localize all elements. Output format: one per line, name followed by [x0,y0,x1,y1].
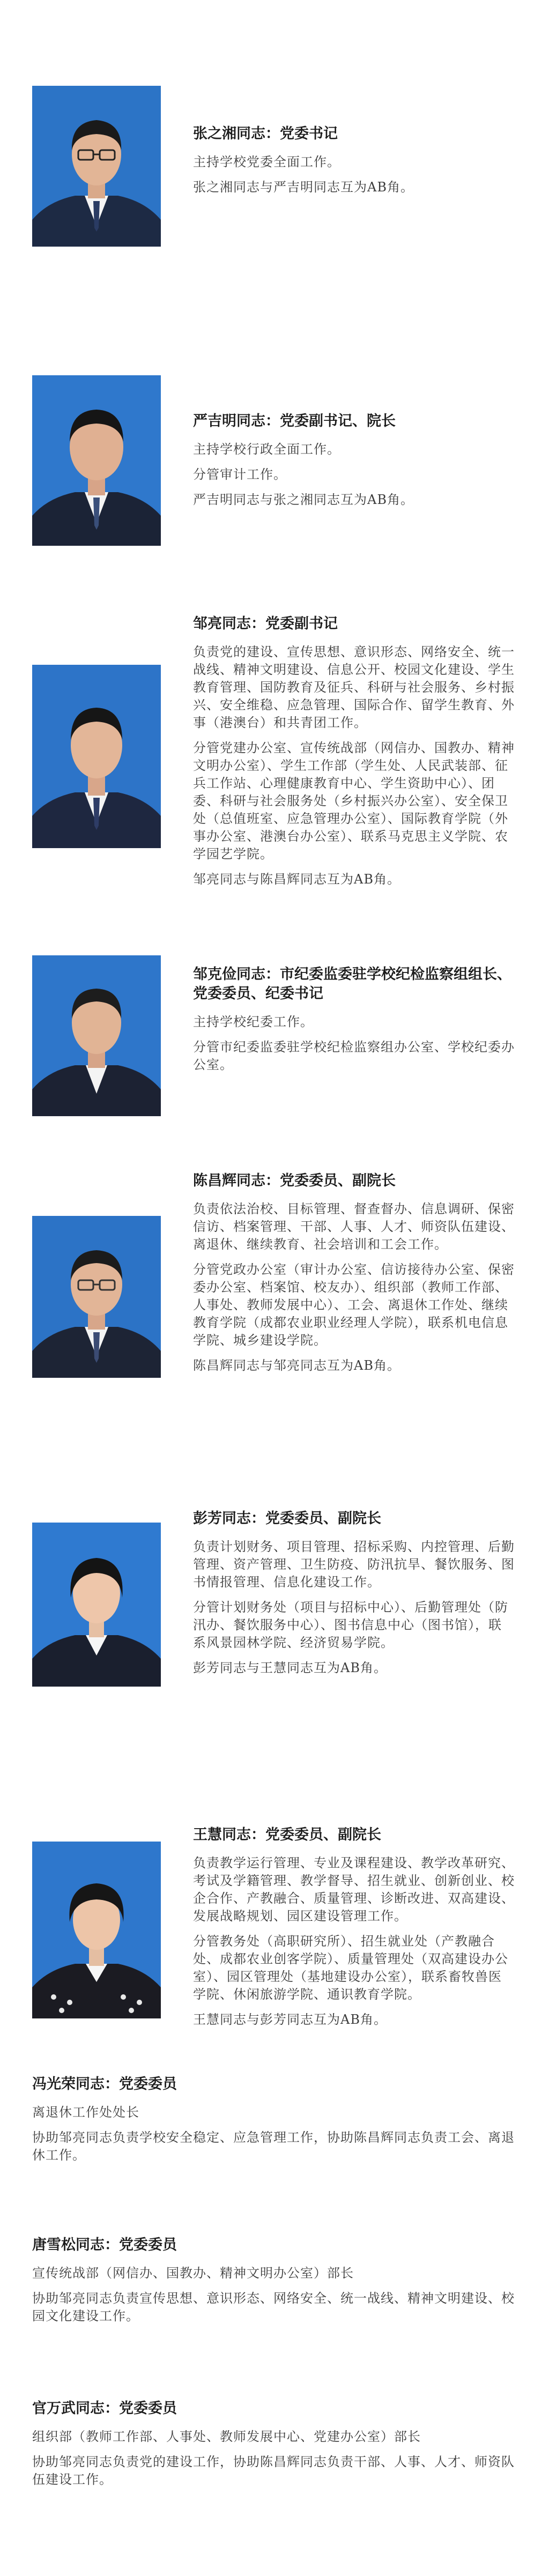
leader-title: 邹克俭同志：市纪委监委驻学校纪检监察组组长、党委委员、纪委书记 [193,966,511,1002]
leader-title: 王慧同志：党委委员、副院长 [193,1827,381,1843]
leader-ab-note: 彭芳同志与王慧同志互为AB角。 [193,1660,387,1675]
leader-title: 彭芳同志：党委委员、副院长 [193,1510,381,1527]
member-title: 唐雪松同志：党委委员 [32,2237,177,2253]
leader-ab-note: 陈昌辉同志与邹亮同志互为AB角。 [193,1358,400,1373]
leader-info [193,1509,515,1684]
leader-ab-note: 王慧同志与彭芳同志互为AB角。 [193,2012,387,2027]
leader-duty: 分管党政办公室（审计办公室、信访接待办公室、保密委办公室、档案馆、校友办）、组织部（教师工作部、人事处、教师发展中心）、工会、离退休工作处、继续教育学院（成都农业职业经理人学院），联系机电信息学院、城乡建设学院。 [193,1262,515,1348]
leader-ab-note: 严吉明同志与张之湘同志互为AB角。 [193,492,414,507]
leader-duty: 主持学校行政全面工作。 [193,442,340,457]
member-duty: 协助邹亮同志负责学校安全稳定、应急管理工作，协助陈昌辉同志负责工会、离退休工作。 [32,2130,515,2163]
member-position: 组织部（教师工作部、人事处、教师发展中心、党建办公室）部长 [32,2429,421,2444]
leader-photo [32,1523,161,1687]
portrait-image [32,1842,161,2018]
leader-photo [32,665,161,848]
leader-duty: 分管市纪委监委驻学校纪检监察组办公室、学校纪委办公室。 [193,1040,515,1072]
leader-title: 张之湘同志：党委书记 [193,125,338,142]
member-position: 离退休工作处处长 [32,2105,139,2120]
leader-duty: 主持学校纪委工作。 [193,1014,314,1029]
portrait-image [32,375,161,546]
leader-duty: 负责计划财务、项目管理、招标采购、内控管理、后勤管理、资产管理、卫生防疫、防汛抗旱、餐饮服务、图书情报管理、信息化建设工作。 [193,1539,515,1590]
leader-ab-note: 邹亮同志与陈昌辉同志互为AB角。 [193,872,400,887]
leader-title: 严吉明同志：党委副书记、院长 [193,413,396,429]
member-duty: 协助邹亮同志负责党的建设工作，协助陈昌辉同志负责干部、人事、人才、师资队伍建设工作。 [32,2454,515,2487]
portrait-image [32,86,161,247]
leader-info [193,965,515,1081]
leader-duty: 负责教学运行管理、专业及课程建设、教学改革研究、考试及学籍管理、教学督导、招生就业、创新创业、校企合作、产教融合、质量管理、诊断改进、双高建设、发展战略规划、园区建设管理工作。 [193,1855,515,1924]
leader-duty: 分管审计工作。 [193,467,287,482]
committee-member [32,2236,515,2333]
leader-info [193,1825,515,2036]
leader-info [193,124,515,204]
leader-ab-note: 张之湘同志与严吉明同志互为AB角。 [193,180,414,195]
leader-title: 陈昌辉同志：党委委员、副院长 [193,1172,396,1189]
leader-photo [32,955,161,1116]
leader-duty: 负责依法治校、目标管理、督查督办、信息调研、保密信访、档案管理、干部、人事、人才、师资队伍建设、离退休、继续教育、社会培训和工会工作。 [193,1201,515,1252]
leader-info [193,614,515,896]
leader-info [193,1171,515,1382]
member-title: 冯光荣同志：党委委员 [32,2076,177,2092]
portrait-image [32,955,161,1116]
portrait-image [32,665,161,848]
leader-photo [32,86,161,247]
leader-info [193,412,515,516]
leader-duty: 分管计划财务处（项目与招标中心）、后勤管理处（防汛办、餐饮服务中心）、图书信息中心（图书馆），联系风景园林学院、经济贸易学院。 [193,1600,508,1650]
member-duty: 协助邹亮同志负责宣传思想、意识形态、网络安全、统一战线、精神文明建设、校园文化建设工作。 [32,2291,515,2323]
leader-duty: 分管党建办公室、宣传统战部（网信办、国教办、精神文明办公室）、学生工作部（学生处、人民武装部、征兵工作站、心理健康教育中心、学生资助中心）、团委、科研与社会服务处（乡村振兴办公室）、安全保卫处（总值班室、应急管理办公室）、国际教育学院（外事办公室、港澳台办公室）、联系马克思主义学院、农学园艺学院。 [193,740,515,862]
leader-duty: 负责党的建设、宣传思想、意识形态、网络安全、统一战线、精神文明建设、信息公开、校园文化建设、学生教育管理、国防教育及征兵、科研与社会服务、乡村振兴、安全维稳、应急管理、国际合作、留学生教育、外事（港澳台）和共青团工作。 [193,644,515,730]
committee-member [32,2399,515,2496]
leader-photo [32,375,161,546]
portrait-image [32,1216,161,1378]
leader-duty: 主持学校党委全面工作。 [193,154,340,169]
leader-photo [32,1842,161,2018]
leader-title: 邹亮同志：党委副书记 [193,615,338,632]
leader-duty: 分管教务处（高职研究所）、招生就业处（产教融合处、成都农业创客学院）、质量管理处（双高建设办公室）、园区管理处（基地建设办公室），联系畜牧兽医学院、休闲旅游学院、通识教育学院。 [193,1934,508,2002]
leader-photo [32,1216,161,1378]
member-title: 官万武同志：党委委员 [32,2400,177,2417]
committee-member [32,2075,515,2172]
member-position: 宣传统战部（网信办、国教办、精神文明办公室）部长 [32,2266,354,2281]
portrait-image [32,1523,161,1687]
